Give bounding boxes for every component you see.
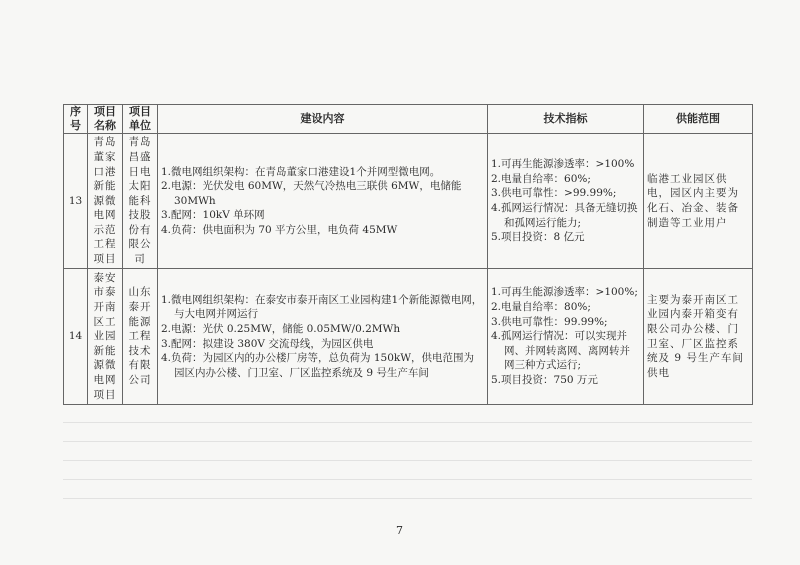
row-content	[158, 269, 488, 405]
row-name: 青岛董家口港新能源微电网示范工程项目	[88, 134, 123, 269]
project-table	[63, 104, 753, 405]
header-unit: 项目单位	[123, 105, 158, 134]
content-item: 2.电源：光伏 0.25MW，储能 0.05MW/0.2MWh	[161, 322, 401, 335]
indicator-item: 1.可再生能源渗透率：>100%;	[491, 286, 638, 299]
table-header	[64, 105, 753, 134]
page-number: 7	[396, 524, 403, 537]
indicator-item: 2.电量自给率：80%;	[491, 301, 591, 314]
row-scope: 临港工业园区供电，园区内主要为化石、冶金、装备制造等工业用户	[644, 134, 753, 269]
row-name: 泰安市泰开南区工业园新能源微电网项目	[88, 269, 123, 405]
bleed-through-lines	[63, 404, 752, 504]
indicator-item: 4.孤网运行情况：可以实现并网、并网转离网、离网转并网三种方式运行;	[491, 330, 630, 372]
content-item: 3.配网：拟建设 380V 交流母线，为园区供电	[161, 337, 374, 350]
content-item: 4.负荷：供电面积为 70 平方公里，电负荷 45MW	[161, 223, 398, 236]
content-item: 3.配网：10kV 单环网	[161, 209, 265, 222]
row-content	[158, 134, 488, 269]
header-no: 序号	[64, 105, 88, 134]
header-content: 建设内容	[158, 105, 488, 134]
indicator-item: 3.供电可靠性：>99.99%;	[491, 187, 617, 200]
row-indicators	[488, 134, 644, 269]
row-scope: 主要为泰开南区工业园内泰开箱变有限公司办公楼、门卫室、厂区监控系统及 9 号生产车间供电	[644, 269, 753, 405]
row-unit: 青岛昌盛日电太阳能科技股份有限公司	[123, 134, 158, 269]
indicator-item: 2.电量自给率：60%;	[491, 172, 591, 185]
indicator-item: 4.孤网运行情况：具备无缝切换和孤网运行能力;	[491, 202, 638, 229]
header-scope: 供能范围	[644, 105, 753, 134]
table-row	[64, 134, 753, 269]
content-item: 1.微电网组织架构：在青岛董家口港建设1个并网型微电网。	[161, 165, 441, 178]
indicator-item: 1.可再生能源渗透率：>100%	[491, 158, 635, 171]
content-item: 4.负荷：为园区内的办公楼厂房等，总负荷为 150kW，供电范围为园区内办公楼、门卫室、厂区监控系统及 9 号生产车间	[161, 352, 475, 379]
row-indicators	[488, 269, 644, 405]
row-no: 13	[64, 134, 88, 269]
row-no: 14	[64, 269, 88, 405]
table-row	[64, 269, 753, 405]
content-item: 2.电源：光伏发电 60MW，天然气冷热电三联供 6MW，电储能 30MWh	[161, 180, 462, 207]
indicator-item: 3.供电可靠性：99.99%;	[491, 315, 608, 328]
header-indicators: 技术指标	[488, 105, 644, 134]
content-item: 1.微电网组织架构：在泰安市泰开南区工业园构建1个新能源微电网，与大电网并网运行	[161, 293, 483, 321]
indicator-item: 5.项目投资：8 亿元	[491, 231, 585, 244]
header-name: 项目名称	[88, 105, 123, 134]
indicator-item: 5.项目投资：750 万元	[491, 373, 598, 386]
row-unit: 山东泰开能源工程技术有限公司	[123, 269, 158, 405]
